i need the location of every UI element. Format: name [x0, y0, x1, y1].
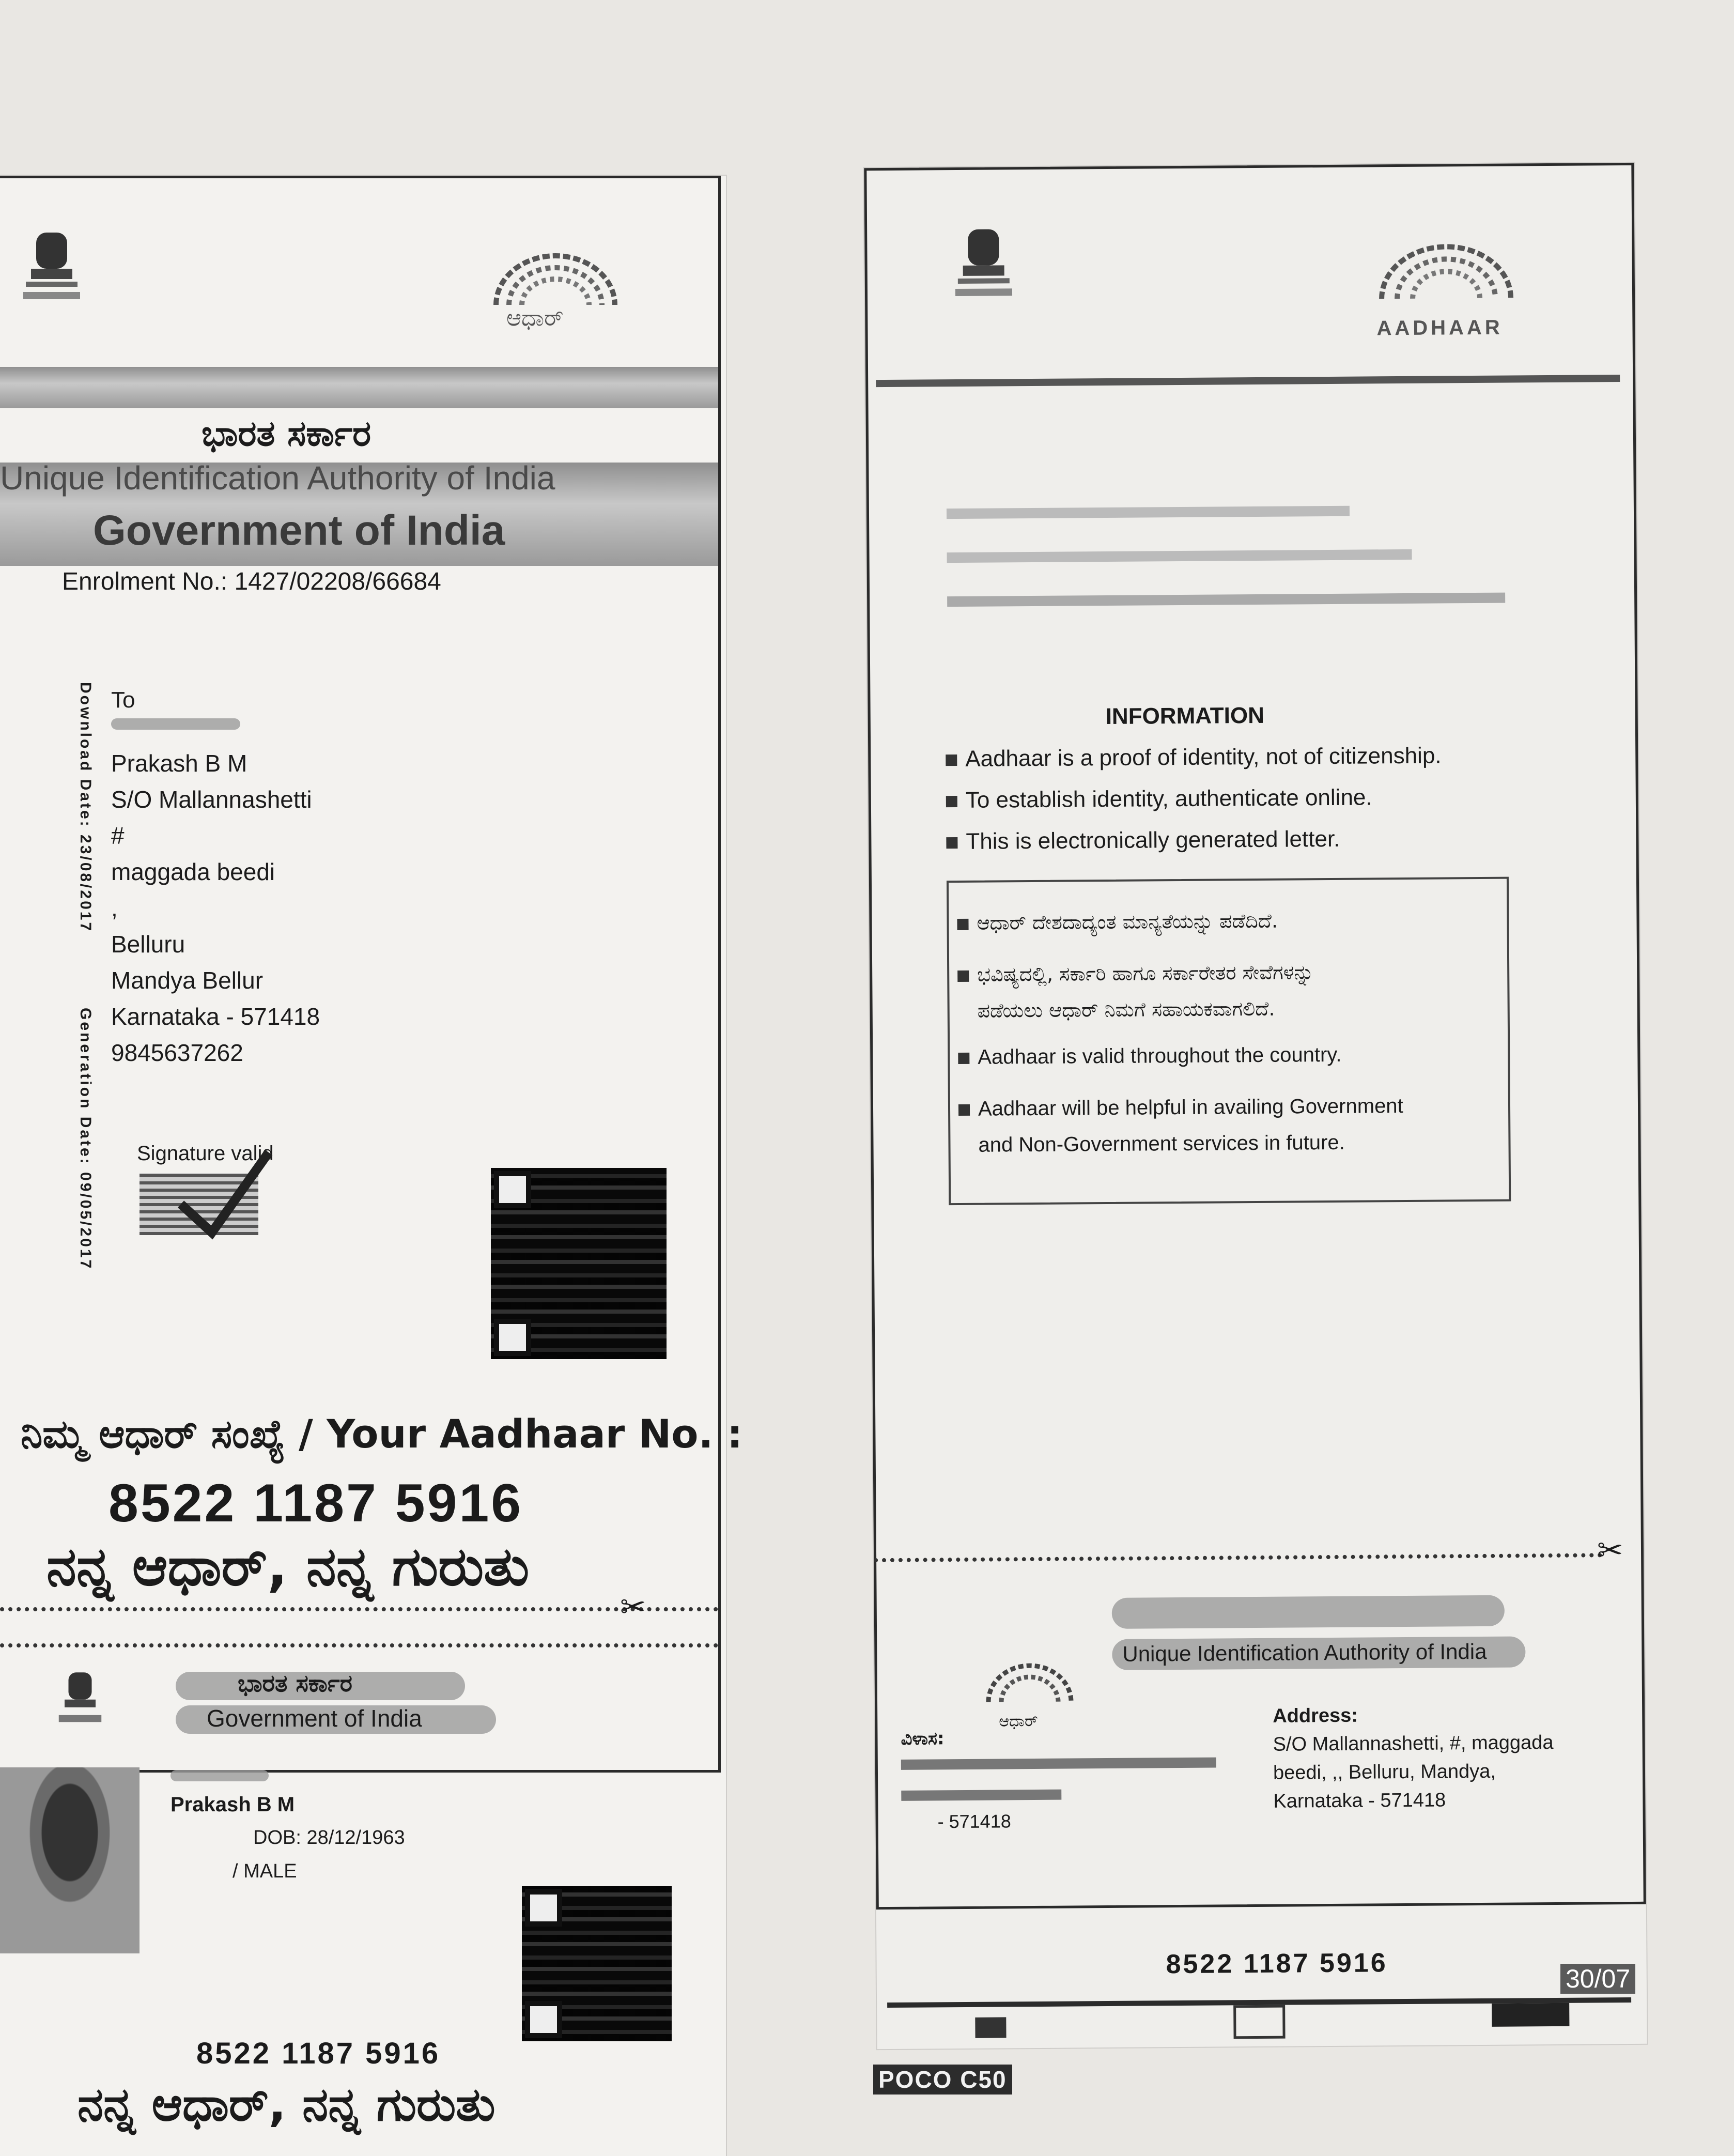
kannada-name-smudge	[171, 1770, 269, 1781]
kannada-address-line	[901, 1758, 1216, 1770]
aadhaar-logo-icon	[1366, 230, 1526, 330]
english-address-line: Karnataka - 571418	[1273, 1789, 1446, 1812]
information-title: INFORMATION	[1105, 702, 1265, 730]
address-line: #	[111, 822, 125, 849]
header-band-top	[0, 367, 718, 408]
aadhaar-logo-icon	[978, 1644, 1081, 1712]
address-line: To	[111, 687, 135, 713]
address-line: ,	[111, 895, 118, 921]
scissors-icon: ✂	[620, 1590, 646, 1624]
card-kannada-government: ಭಾರತ ಸರ್ಕಾರ	[238, 1669, 352, 1697]
aadhaar-slogan: ನನ್ನ ಆಧಾರ್, ನನ್ನ ಗುರುತು	[47, 1535, 530, 1598]
aadhaar-number: 8522 1187 5916	[109, 1473, 523, 1533]
web-icon	[975, 2017, 1006, 2038]
kannada-address-line	[901, 1790, 1061, 1801]
uidai-title: Unique Identification Authority of India	[0, 459, 555, 497]
address-line: S/O Mallannashetti	[111, 786, 312, 813]
kannada-address-label: ವಿಳಾಸ:	[901, 1728, 945, 1749]
card-qr-code	[522, 1886, 672, 2041]
english-address-label: Address:	[1273, 1704, 1358, 1727]
government-of-india-title: Government of India	[93, 507, 505, 554]
kannada-name-smudge	[111, 718, 240, 730]
address-line: Prakash B M	[111, 750, 247, 777]
information-item: To establish identity, authenticate online.	[946, 784, 1372, 813]
kannada-government-title: ಭಾರತ ಸರ್ಕಾರ	[202, 413, 371, 454]
card-holder-name: Prakash B M	[171, 1793, 295, 1816]
corner-date: 30/07	[1560, 1964, 1635, 1994]
box-item-continued: and Non-Government services in future.	[978, 1131, 1345, 1157]
generation-date: Generation Date: 09/05/2017	[77, 1008, 94, 1271]
camera-watermark: POCO C50	[873, 2065, 1012, 2095]
enrolment-number: Enrolment No.: 1427/02208/66684	[62, 568, 441, 595]
information-item: Aadhaar is a proof of identity, not of citizenship.	[946, 743, 1442, 772]
address-line: Mandya Bellur	[111, 967, 264, 994]
cut-line-inner	[0, 1643, 718, 1647]
box-item: ಭವಿಷ್ಯದಲ್ಲಿ, ಸರ್ಕಾರಿ ಹಾಗೂ ಸರ್ಕಾರೇತರ ಸೇವೆಗಳನ್ನು	[957, 961, 1314, 987]
national-emblem-icon	[952, 219, 1015, 307]
card-government-of-india: Government of India	[207, 1705, 422, 1732]
card-slogan: ನನ್ನ ಆಧಾರ್, ನನ್ನ ಗುರುತು	[78, 2077, 496, 2132]
national-emblem-icon	[21, 222, 83, 310]
your-aadhaar-number-label: ನಿಮ್ಮ ಆಧಾರ್ ಸಂಖ್ಯೆ / Your Aadhaar No. :	[21, 1411, 743, 1457]
back-header-smear	[1112, 1595, 1505, 1629]
qr-code	[491, 1168, 667, 1359]
english-address-line: S/O Mallannashetti, #, maggada	[1273, 1732, 1554, 1755]
card-gender: / MALE	[233, 1860, 297, 1882]
aadhaar-letter-front	[0, 176, 743, 2156]
card-aadhaar-number: 8522 1187 5916	[196, 2037, 441, 2070]
email-icon	[1233, 2005, 1285, 2039]
kannada-address-pin: - 571418	[937, 1810, 1011, 1832]
back-uidai-title: Unique Identification Authority of India	[1122, 1639, 1487, 1666]
download-date: Download Date: 23/08/2017	[77, 682, 94, 933]
box-item: ಆಧಾರ್ ದೇಶದಾದ್ಯಂತ ಮಾನ್ಯತೆಯನ್ನು ಪಡೆದಿದೆ.	[957, 910, 1278, 935]
address-line: Karnataka - 571418	[111, 1003, 320, 1030]
address-line: Belluru	[111, 931, 185, 958]
signature-valid-label: Signature valid	[137, 1142, 274, 1165]
checkmark-icon	[171, 1147, 274, 1240]
back-aadhaar-number: 8522 1187 5916	[1166, 1948, 1388, 1980]
aadhaar-logo-text: ಆಧಾರ್	[506, 305, 564, 331]
cut-line	[0, 1607, 718, 1611]
back-logo-text: ಆಧಾರ್	[999, 1712, 1038, 1731]
box-item: Aadhaar is valid throughout the country.	[958, 1043, 1341, 1069]
card-dob: DOB: 28/12/1963	[253, 1827, 405, 1849]
holder-photo	[0, 1767, 140, 1953]
scissors-icon: ✂	[1597, 1533, 1623, 1568]
address-line: maggada beedi	[111, 858, 275, 885]
box-item: Aadhaar will be helpful in availing Government	[958, 1095, 1403, 1121]
box-item-continued: ಪಡೆಯಲು ಆಧಾರ್ ನಿಮಗೆ ಸಹಾಯಕವಾಗಲಿದೆ.	[977, 997, 1275, 1022]
helpline-icon	[1492, 2003, 1569, 2027]
aadhaar-letter-back	[864, 163, 1647, 2049]
phone-number: 9845637262	[111, 1039, 243, 1066]
english-address-line: beedi, ,, Belluru, Mandya,	[1273, 1760, 1496, 1784]
national-emblem-icon	[57, 1664, 103, 1731]
information-item: This is electronically generated letter.	[946, 826, 1340, 855]
aadhaar-logo-text: AADHAAR	[1376, 316, 1503, 340]
